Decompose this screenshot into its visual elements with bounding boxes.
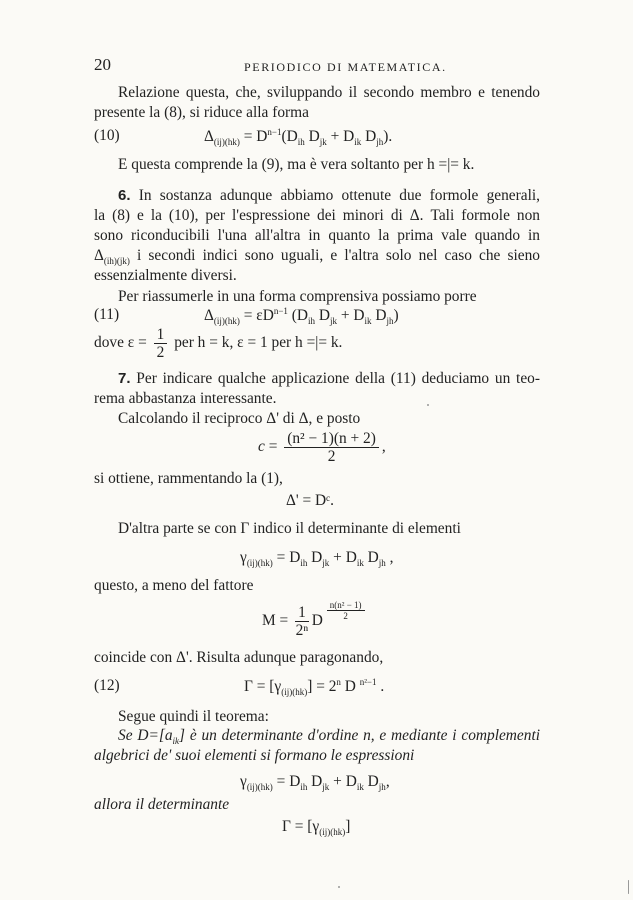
equation-gamma-2: $\gamma_{(ij)(hk)} = D_{ih}$ $D_{jk} + D_{ik}$ $D_{jh}$, <box>240 773 390 793</box>
theorem-line-2: algebrici de' suoi elementi si formano le espressioni <box>94 747 415 764</box>
section-7-number: 7. <box>118 370 131 387</box>
equation-final: $\Gamma = [\gamma_{(ij)(hk)}]$ <box>282 818 351 838</box>
text-line-16: coincide con Δ'. Risulta adunque paragonando, <box>94 649 384 666</box>
text-line-5: la (8) e la (10), per l'espressione dei minori di Δ. Tali formole non <box>94 207 540 224</box>
equation-c: c = $\frac{\text{(n² − 1)(n + 2)}}{2}$ , <box>258 430 386 465</box>
theorem-line-1: Se $D=[a_{ik}]$ è un determinante d'ordine n, e mediante i complementi <box>118 727 540 747</box>
epsilon-definition: dove ε = $\frac{1}{2}$ per h = k, ε = 1 per h =|= k. <box>94 326 343 361</box>
text-line-17: Segue quindi il teorema: <box>118 708 269 725</box>
scan-speck <box>338 886 340 888</box>
equation-gamma: $\gamma_{(ij)(hk)} = D_{ih}$ $D_{jk} + D_{ik}$ $D_{jh}$ , <box>240 549 394 569</box>
equation-number-11: (11) <box>94 306 120 323</box>
text-line-9: Per riassumerle in una forma comprensiva possiamo porre <box>118 288 477 305</box>
text-line-14: D'altra parte se con Γ indico il determinante di elementi <box>118 520 461 537</box>
page-number: 20 <box>94 55 111 74</box>
text-line-6: sono riconducibili l'una all'altra in quanto la prima vale quando in <box>94 227 540 244</box>
equation-number-12: (12) <box>94 677 120 694</box>
equation-number-10: (10) <box>94 127 120 144</box>
text-line-15: questo, a meno del fattore <box>94 577 254 594</box>
text-line-12: Calcolando il reciproco Δ' di Δ, e posto <box>118 410 361 427</box>
text-line-2: presente la (8), si riduce alla forma <box>94 104 309 121</box>
equation-11: $\Delta_{(ij)(hk)} = \varepsilon D^{n-1}$ ($D_{ih}$ $D_{jk} + D_{ik}$ $D_{jh}$) <box>204 306 399 327</box>
equation-delta-prime: Δ' = Dᶜ. <box>286 492 334 509</box>
section-7-first-line: 7. Per indicare qualche applicazione della (11) deduciamo un teo- <box>118 370 540 387</box>
text-line-3: E questa comprende la (9), ma è vera soltanto per h =|= k. <box>118 156 475 173</box>
text-line-8: essenzialmente diversi. <box>94 267 237 284</box>
journal-title: PERIODICO DI MATEMATICA. <box>244 60 447 74</box>
text-line-11: rema abbastanza interessante. <box>94 390 277 407</box>
equation-12: $\Gamma = [\gamma_{(ij)(hk)}] = 2^n$ D $^{n^2-1}$ . <box>244 677 385 698</box>
theorem-line-3: allora il determinante <box>94 796 230 813</box>
scan-mark <box>628 880 629 894</box>
section-6-number: 6. <box>118 187 131 204</box>
fraction-one-half: $\frac{1}{2}$ <box>154 326 168 361</box>
equation-10: $\Delta_{(ij)(hk)} = D^{n-1}(D_{ih}$ $D_{jk} + D_{ik}$ $D_{jh}$). <box>204 127 393 148</box>
text-line-1: Relazione questa, che, sviluppando il secondo membro e tenendo <box>118 84 540 101</box>
running-header <box>94 55 540 76</box>
text-line-13: si ottiene, rammentando la (1), <box>94 470 283 487</box>
equation-M: M = $\frac{1}{\text{2ⁿ}}$ D $\frac{\text{n(n² − 1)}}{2}$ <box>262 600 368 639</box>
section-6-first-line: 6. In sostanza adunque abbiamo ottenute due formole generali, <box>118 187 540 204</box>
text-line-7: $\Delta_{(ih)(jk)}$ i secondi indici sono uguali, e l'altra solo nel caso che sieno <box>94 247 540 267</box>
scan-speck <box>427 404 429 406</box>
